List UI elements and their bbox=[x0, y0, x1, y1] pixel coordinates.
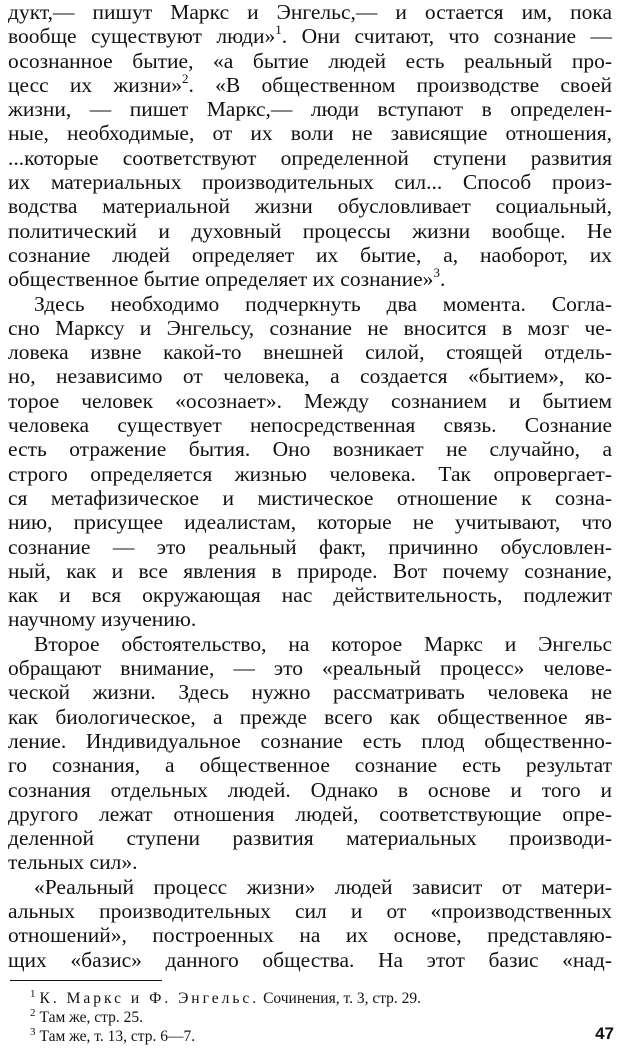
footnote-reference: 3 bbox=[433, 265, 440, 281]
body-text bbox=[8, 0, 612, 972]
text-line bbox=[8, 292, 612, 316]
text-line bbox=[8, 389, 612, 413]
line-text: цесс их жизни» bbox=[8, 72, 183, 97]
text-line bbox=[8, 923, 612, 947]
line-text: сознание — это реальный факт, причинно обусловлен- bbox=[8, 534, 612, 559]
line-text: как биологическое, а прежде всего как общественное яв- bbox=[8, 704, 612, 729]
line-text-continued: . Они считают, что сознание — bbox=[281, 24, 613, 49]
text-line bbox=[8, 729, 612, 753]
line-text: сознания отдельных людей. Однако в основе и того и bbox=[8, 777, 612, 802]
text-line bbox=[8, 753, 612, 777]
line-text: ческой жизни. Здесь нужно рассматривать человека не bbox=[8, 680, 612, 705]
text-line bbox=[8, 364, 612, 388]
line-text: тельных сил». bbox=[8, 850, 138, 875]
text-line bbox=[8, 875, 612, 899]
page-number: 47 bbox=[595, 1024, 614, 1043]
text-line bbox=[8, 437, 612, 461]
footnote-reference: 1 bbox=[275, 22, 282, 38]
text-line bbox=[8, 170, 612, 194]
footnote bbox=[8, 989, 612, 1008]
text-line bbox=[8, 413, 612, 437]
line-text: го сознания, а общественное сознание есть результат bbox=[8, 753, 612, 778]
line-text: жизни, — пишет Маркс,— люди вступают в определен- bbox=[8, 97, 612, 122]
line-text: Второе обстоятельство, на которое Маркс и Энгельс bbox=[34, 631, 612, 656]
line-text: «Реальный процесс жизни» людей зависит от матери- bbox=[34, 874, 612, 899]
text-line bbox=[8, 97, 612, 121]
line-text: ные, необходимые, от их воли не зависящие отношения, bbox=[8, 121, 612, 146]
line-text: политический и духовный процессы жизни вообще. Не bbox=[8, 218, 612, 243]
text-line bbox=[8, 243, 612, 267]
line-text: осознанное бытие, «а бытие людей есть реальный про- bbox=[8, 48, 612, 73]
line-text: научному изучению. bbox=[8, 607, 197, 632]
text-line bbox=[8, 510, 612, 534]
text-line bbox=[8, 121, 612, 145]
line-text: нию, присущее идеалистам, которые не учитывают, что bbox=[8, 510, 612, 535]
line-text-continued: . «В общественном производстве своей bbox=[188, 72, 612, 97]
text-line bbox=[8, 486, 612, 510]
line-text: ся метафизическое и мистическое отношение к созна- bbox=[8, 485, 612, 510]
text-line bbox=[8, 632, 612, 656]
line-text: ...которые соответствуют определенной ступени развития bbox=[8, 145, 612, 170]
line-text: общественное бытие определяет их сознание» bbox=[8, 267, 434, 292]
text-line bbox=[8, 49, 612, 73]
text-line bbox=[8, 802, 612, 826]
footnotes bbox=[8, 989, 612, 1046]
text-line bbox=[8, 462, 612, 486]
footnote-authors: К. Маркс и Ф. Энгельс. bbox=[39, 989, 260, 1007]
line-text: вообще существуют люди» bbox=[8, 24, 276, 49]
paragraph bbox=[8, 875, 612, 972]
text-line bbox=[8, 705, 612, 729]
line-text: сно Марксу и Энгельсу, сознание не вносится в мозг че- bbox=[8, 315, 612, 340]
text-line bbox=[8, 559, 612, 583]
line-text-continued: . bbox=[439, 267, 446, 292]
text-line bbox=[8, 146, 612, 170]
line-text: есть отражение бытия. Оно возникает не случайно, а bbox=[8, 437, 612, 462]
line-text: строго определяется жизнью человека. Так опровергает- bbox=[8, 461, 612, 486]
line-text: Здесь необходимо подчеркнуть два момента. Согла- bbox=[34, 291, 612, 316]
line-text: обращают внимание, — это «реальный процесс» челове- bbox=[8, 656, 612, 681]
text-line bbox=[8, 267, 612, 291]
line-text: ный, как и все явления в природе. Вот почему сознание, bbox=[8, 558, 612, 583]
line-text: сознание людей определяет их бытие, а, наоборот, их bbox=[8, 242, 612, 267]
text-line bbox=[8, 607, 612, 631]
text-line bbox=[8, 0, 612, 24]
text-line bbox=[8, 194, 612, 218]
text-line bbox=[8, 850, 612, 874]
line-text: дукт,— пишут Маркс и Энгельс,— и остается им, пока bbox=[8, 0, 612, 24]
text-line bbox=[8, 24, 612, 48]
paragraph bbox=[8, 292, 612, 632]
footnote bbox=[8, 1008, 612, 1027]
text-line bbox=[8, 583, 612, 607]
line-text: как и вся окружающая нас действительность, подлежит bbox=[8, 583, 612, 608]
line-text: щих «базис» данного общества. На этот базис «над- bbox=[8, 947, 612, 972]
text-line bbox=[8, 535, 612, 559]
line-text: водства материальной жизни обусловливает социальный, bbox=[8, 194, 612, 219]
text-line bbox=[8, 316, 612, 340]
text-line bbox=[8, 680, 612, 704]
footnote-mark: 3 bbox=[30, 1025, 36, 1038]
footnote-text: Там же, стр. 25. bbox=[39, 1008, 143, 1026]
text-line bbox=[8, 340, 612, 364]
footnote-text: Сочинения, т. 3, стр. 29. bbox=[259, 989, 422, 1007]
footnote-text: Там же, т. 13, стр. 6—7. bbox=[39, 1027, 196, 1045]
text-line bbox=[8, 899, 612, 923]
line-text: другого лежат отношения людей, соответствующие опре- bbox=[8, 801, 612, 826]
footnote-divider bbox=[10, 980, 162, 981]
footnote-mark: 1 bbox=[30, 987, 36, 1000]
line-text: отношений», построенных на их основе, представляю- bbox=[8, 923, 612, 948]
text-line bbox=[8, 656, 612, 680]
text-line bbox=[8, 219, 612, 243]
line-text: торое человек «осознает». Между сознанием и бытием bbox=[8, 388, 612, 413]
paragraph bbox=[8, 632, 612, 875]
line-text: их материальных производительных сил... Способ произ- bbox=[8, 170, 612, 195]
text-line bbox=[8, 778, 612, 802]
text-line bbox=[8, 948, 612, 972]
line-text: альных производительных сил и от «производственных bbox=[8, 898, 612, 923]
text-line bbox=[8, 826, 612, 850]
line-text: но, независимо от человека, а создается «бытием», ко- bbox=[8, 364, 612, 389]
footnote bbox=[8, 1027, 612, 1046]
line-text: ление. Индивидуальное сознание есть плод общественно- bbox=[8, 728, 612, 753]
text-line bbox=[8, 70, 612, 97]
book-page bbox=[8, 0, 612, 1057]
line-text: человека существует непосредственная связь. Сознание bbox=[8, 413, 612, 438]
line-text: ловека извне какой-то внешней силой, стоящей отдель- bbox=[8, 340, 612, 365]
footnote-reference: 2 bbox=[182, 70, 189, 86]
paragraph bbox=[8, 0, 612, 292]
line-text: деленной ступени развития материальных производи- bbox=[8, 826, 612, 851]
footnote-mark: 2 bbox=[30, 1006, 36, 1019]
